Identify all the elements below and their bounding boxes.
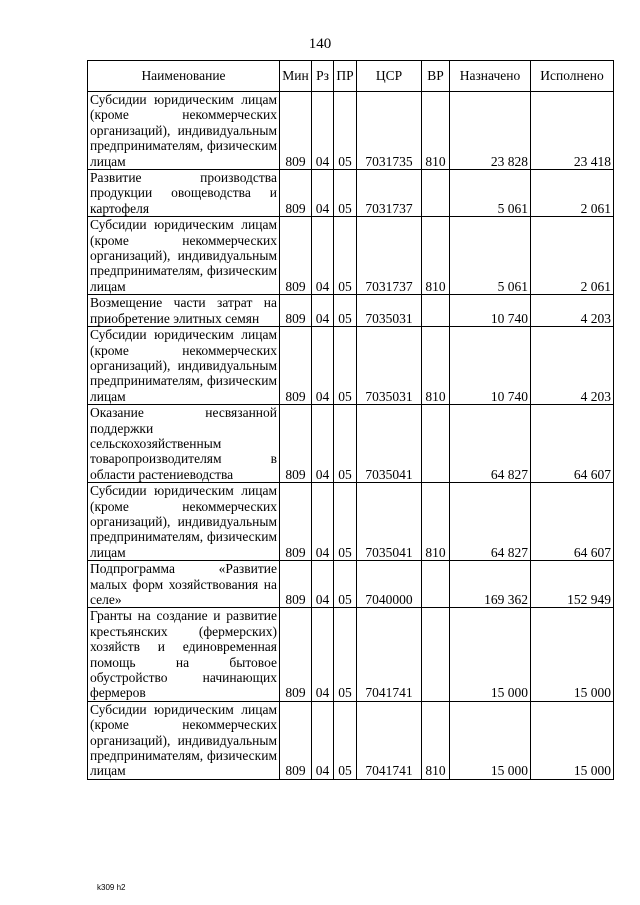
row-min: 809	[280, 217, 312, 295]
row-name: Гранты на создание и развитие крестьянских (фермерских) хозяйств и единовременная помощь на бытовое обустройство начинающих фермеров	[88, 608, 280, 701]
row-min: 809	[280, 701, 312, 779]
header-min: Мин	[280, 61, 312, 92]
table-row	[88, 561, 614, 608]
row-name: Возмещение части затрат на приобретение элитных семян	[88, 295, 280, 327]
row-executed: 4 203	[531, 295, 614, 327]
row-executed: 152 949	[531, 561, 614, 608]
row-csr: 7035031	[357, 295, 422, 327]
row-name: Оказание несвязанной поддержки сельскохозяйственным товаропроизводителям в области растениеводства	[88, 405, 280, 483]
row-vr	[422, 405, 450, 483]
row-rz: 04	[312, 170, 334, 217]
row-executed: 15 000	[531, 701, 614, 779]
row-pr: 05	[334, 92, 357, 170]
row-executed: 15 000	[531, 608, 614, 701]
row-assigned: 169 362	[450, 561, 531, 608]
row-min: 809	[280, 295, 312, 327]
header-pr: ПР	[334, 61, 357, 92]
table-row	[88, 701, 614, 779]
row-rz: 04	[312, 483, 334, 561]
row-executed: 23 418	[531, 92, 614, 170]
table-row	[88, 483, 614, 561]
row-csr: 7031737	[357, 217, 422, 295]
row-csr: 7041741	[357, 701, 422, 779]
row-executed: 2 061	[531, 170, 614, 217]
row-csr: 7031735	[357, 92, 422, 170]
row-pr: 05	[334, 217, 357, 295]
row-executed: 64 607	[531, 483, 614, 561]
row-min: 809	[280, 608, 312, 701]
row-pr: 05	[334, 405, 357, 483]
row-pr: 05	[334, 295, 357, 327]
table-row	[88, 608, 614, 701]
row-name: Субсидии юридическим лицам (кроме некоммерческих организаций), индивидуальным предпринимателям, физическим лицам	[88, 92, 280, 170]
row-rz: 04	[312, 295, 334, 327]
row-executed: 64 607	[531, 405, 614, 483]
row-rz: 04	[312, 405, 334, 483]
row-csr: 7040000	[357, 561, 422, 608]
header-vr: ВР	[422, 61, 450, 92]
row-vr	[422, 295, 450, 327]
row-rz: 04	[312, 608, 334, 701]
row-assigned: 64 827	[450, 483, 531, 561]
table-row	[88, 217, 614, 295]
row-assigned: 10 740	[450, 327, 531, 405]
row-pr: 05	[334, 327, 357, 405]
row-min: 809	[280, 327, 312, 405]
row-vr: 810	[422, 483, 450, 561]
table-row	[88, 405, 614, 483]
row-min: 809	[280, 170, 312, 217]
row-csr: 7035041	[357, 405, 422, 483]
row-rz: 04	[312, 217, 334, 295]
header-executed: Исполнено	[531, 61, 614, 92]
row-name: Подпрограмма «Развитие малых форм хозяйствования на селе»	[88, 561, 280, 608]
row-assigned: 15 000	[450, 701, 531, 779]
row-pr: 05	[334, 701, 357, 779]
row-name: Субсидии юридическим лицам (кроме некоммерческих организаций), индивидуальным предпринимателям, физическим лицам	[88, 217, 280, 295]
header-name: Наименование	[88, 61, 280, 92]
row-pr: 05	[334, 170, 357, 217]
row-vr	[422, 608, 450, 701]
row-pr: 05	[334, 483, 357, 561]
row-name: Субсидии юридическим лицам (кроме некоммерческих организаций), индивидуальным предпринимателям, физическим лицам	[88, 701, 280, 779]
row-vr: 810	[422, 92, 450, 170]
row-vr: 810	[422, 327, 450, 405]
row-vr	[422, 561, 450, 608]
row-rz: 04	[312, 92, 334, 170]
header-assigned: Назначено	[450, 61, 531, 92]
row-vr	[422, 170, 450, 217]
row-rz: 04	[312, 701, 334, 779]
row-min: 809	[280, 561, 312, 608]
row-csr: 7041741	[357, 608, 422, 701]
row-assigned: 5 061	[450, 217, 531, 295]
row-name: Субсидии юридическим лицам (кроме некоммерческих организаций), индивидуальным предпринимателям, физическим лицам	[88, 483, 280, 561]
row-min: 809	[280, 405, 312, 483]
footer-code: k309 h2	[97, 883, 126, 892]
row-rz: 04	[312, 327, 334, 405]
row-csr: 7035031	[357, 327, 422, 405]
row-min: 809	[280, 92, 312, 170]
table-body	[88, 92, 614, 780]
budget-table	[87, 60, 614, 780]
row-csr: 7031737	[357, 170, 422, 217]
row-pr: 05	[334, 608, 357, 701]
row-assigned: 10 740	[450, 295, 531, 327]
row-min: 809	[280, 483, 312, 561]
table-header-row	[88, 61, 614, 92]
header-rz: Рз	[312, 61, 334, 92]
row-assigned: 5 061	[450, 170, 531, 217]
row-assigned: 23 828	[450, 92, 531, 170]
table-row	[88, 170, 614, 217]
row-csr: 7035041	[357, 483, 422, 561]
page-number: 140	[308, 36, 332, 52]
table-row	[88, 92, 614, 170]
header-csr: ЦСР	[357, 61, 422, 92]
row-vr: 810	[422, 217, 450, 295]
row-assigned: 64 827	[450, 405, 531, 483]
row-executed: 4 203	[531, 327, 614, 405]
row-vr: 810	[422, 701, 450, 779]
row-assigned: 15 000	[450, 608, 531, 701]
table-row	[88, 327, 614, 405]
row-pr: 05	[334, 561, 357, 608]
row-name: Развитие производства продукции овощеводства и картофеля	[88, 170, 280, 217]
table-row	[88, 295, 614, 327]
row-rz: 04	[312, 561, 334, 608]
row-executed: 2 061	[531, 217, 614, 295]
row-name: Субсидии юридическим лицам (кроме некоммерческих организаций), индивидуальным предпринимателям, физическим лицам	[88, 327, 280, 405]
